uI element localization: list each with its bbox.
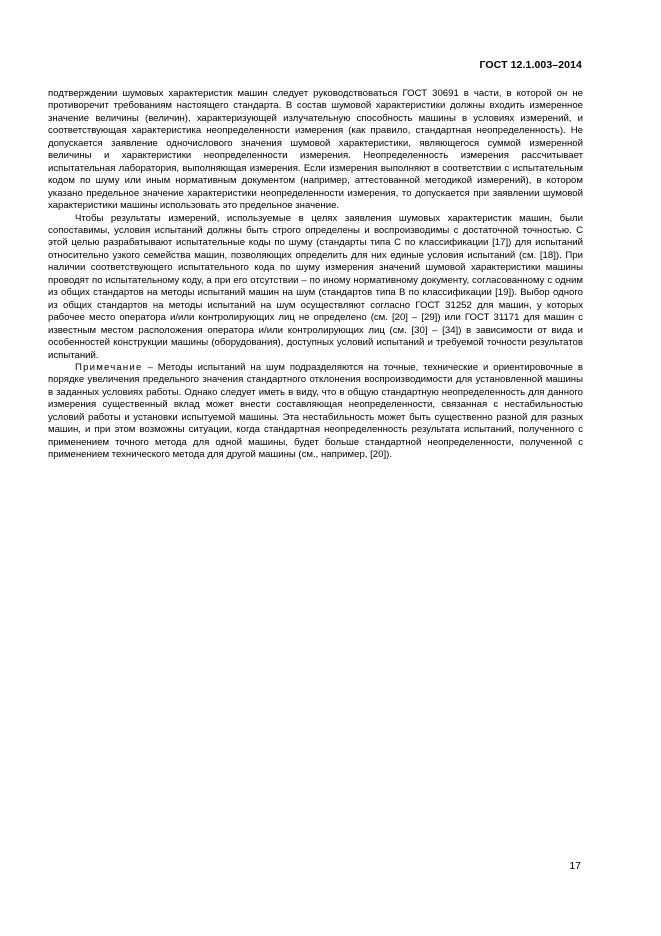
paragraph-continuation: подтверждении шумовых характеристик машин следует руководствоваться ГОСТ 30691 в части, в которой он не противоречит требованиям настоящего стандарта. В состав шумовой характеристики должны входить измеренное значение величины (величин), характеризующей излучательную способность машины в условиях измерений, и соответствующая характеристика неопределенности измерения (как правило, стандартная неопределенность). Не допускается заявление одночислового значения шумовой характеристики, являющегося суммой измеренной величины и характеристики неопределенности измерения. Неопределенность измерения рассчитывает испытательная лаборатория, выполняющая измерения. Если измерения выполняют в соответствии с испытательным кодом по шуму или иным нормативным документом (например, аттестованной методикой измерений), в котором указано предельное значение характеристики неопределенности измерения, то допускается при заявлении шумовой характеристики машины использовать это предельное значение. [48,88,583,212]
note-text: – Методы испытаний на шум подразделяются на точные, технические и ориентировочные в порядке увеличения предельного значения стандартного отклонения воспроизводимости для установленной машины в заданных условиях работы. Однако следует иметь в виду, что в общую стандартную неопределенность для данного измерения существенный вклад может внести составляющая неопределенности, связанная с нестабильностью условий работы и установки испытуемой машины. Эта нестабильность может быть существенно разной для разных машин, и при этом возможны ситуации, когда стандартная неопределенность результата испытаний, полученного с применением точного метода для одной машины, будет больше стандартной неопределенности, полученной с применением технического метода для другой машины (см., например, [20]). [48,361,583,461]
page-body [48,88,583,462]
document-header: ГОСТ 12.1.003–2014 [479,59,582,71]
note-paragraph [48,362,583,462]
paragraph-test-codes: Чтобы результаты измерений, используемые в целях заявления шумовых характеристик машин, были сопоставимы, условия испытаний должны быть строго определены и воспроизводимы с достаточной точностью. С этой целью разрабатывают испытательные коды по шуму (стандарты типа С по классификации [17]) для испытаний относительно узкого семейства машин, позволяющих определить для них единые условия испытаний (см. [18]). При наличии соответствующего испытательного кода по шуму измерения значений шумовой характеристики машины проводят по испытательному коду, а при его отсутствии – по иному нормативному документу, согласованному с одним из общих стандартов на методы испытаний машин на шум (стандартов типа В по классификации [19]). Выбор одного из общих стандартов на методы испытаний на шум осуществляют согласно ГОСТ 31252 для машин, у которых рабочее место оператора и/или контролирующих лиц не определено (см. [20] – [29]) или ГОСТ 31171 для машин с известным местом расположения оператора и/или контролирующих лиц (см. [30] – [34]) в зависимости от вида и особенностей конструкции машины (оборудования), доступных условий испытаний и требуемой точности результатов испытаний. [48,212,583,361]
page-number: 17 [569,860,581,872]
note-label: Примечание [75,361,143,373]
